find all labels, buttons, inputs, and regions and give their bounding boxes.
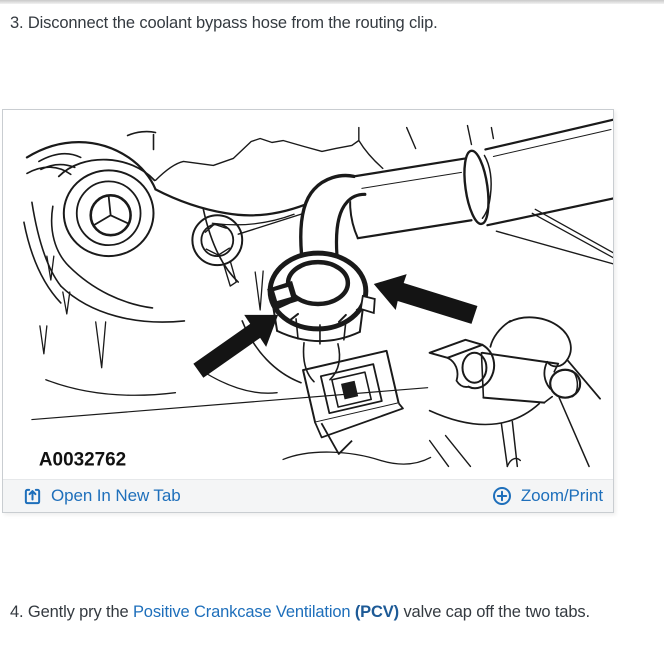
- zoom-print-label: Zoom/Print: [520, 486, 603, 505]
- figure-toolbar: [3, 479, 613, 512]
- step-4-text: [10, 600, 664, 624]
- routing-clip-art: [430, 317, 600, 466]
- callout-arrow-right: [374, 274, 478, 324]
- pcv-link[interactable]: Positive Crankcase Ventilation: [132, 603, 351, 621]
- open-in-new-tab-link[interactable]: [23, 486, 181, 506]
- pcv-valve-art: [267, 253, 375, 344]
- engine-diagram: [3, 110, 613, 479]
- figure-label: A0032762: [38, 449, 127, 471]
- figure-panel: [2, 109, 614, 513]
- section-divider: [0, 0, 664, 4]
- figure-illustration: [3, 110, 613, 479]
- routing-clip-bracket-art: [303, 350, 410, 457]
- zoom-print-link[interactable]: [492, 486, 603, 506]
- open-in-new-tab-label: Open In New Tab: [51, 486, 181, 505]
- step-4-prefix: 4. Gently pry the: [10, 603, 133, 621]
- step-3-text: 3. Disconnect the coolant bypass hose from the routing clip.: [10, 14, 438, 32]
- pcv-acronym: (PCV): [350, 603, 404, 621]
- open-in-new-tab-icon: [23, 487, 42, 506]
- step-4-suffix: valve cap off the two tabs.: [403, 603, 590, 621]
- callout-arrow-left: [193, 315, 278, 378]
- zoom-print-icon: [492, 486, 512, 506]
